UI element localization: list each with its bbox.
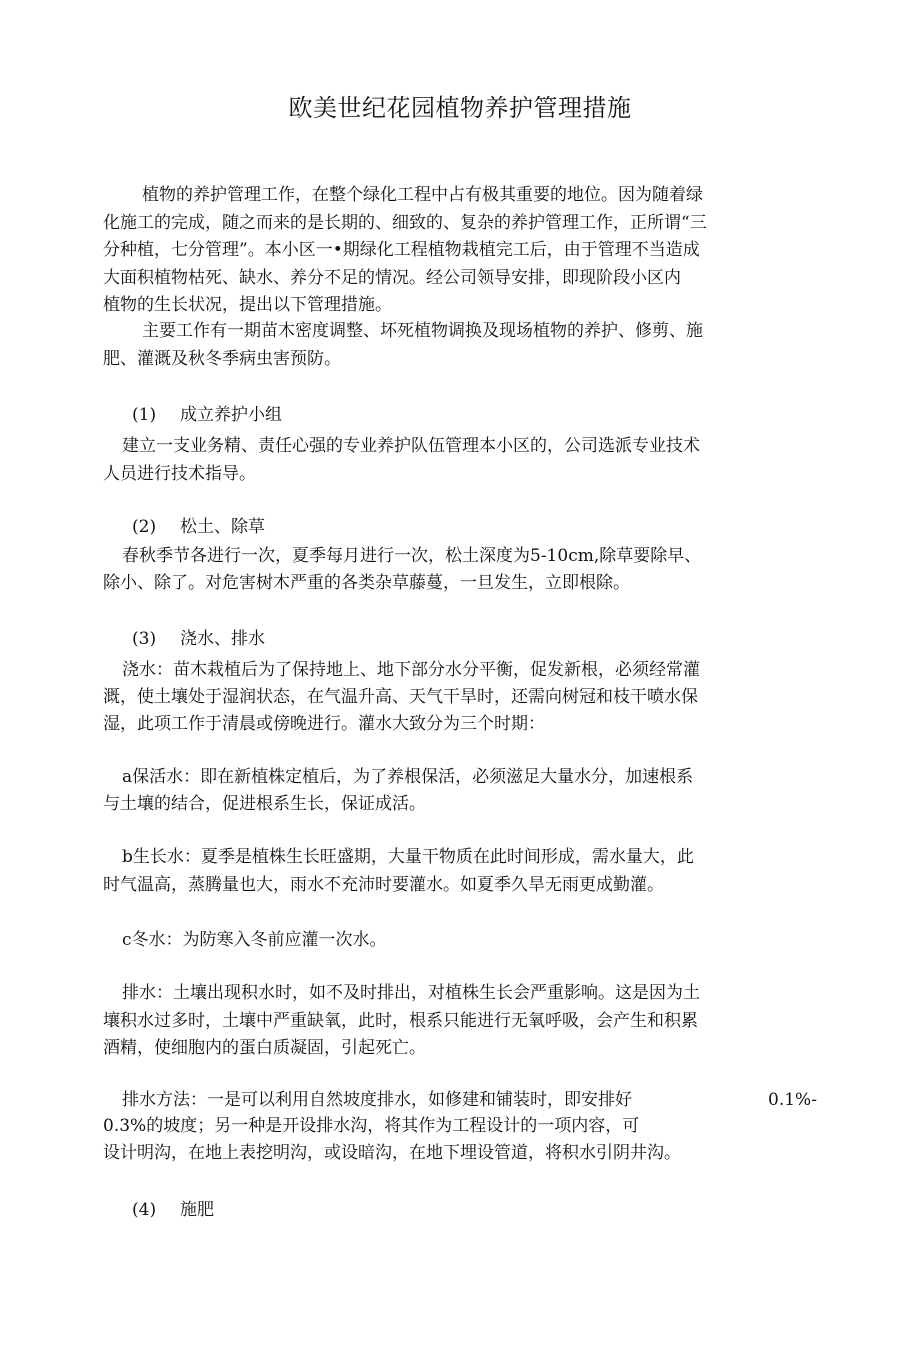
paragraph-line: b生长水：夏季是植株生长旺盛期，大量干物质在此时间形成，需水量大，此	[122, 847, 694, 867]
section-line: 湿，此项工作于清晨或傍晚进行。灌水大致分为三个时期：	[103, 714, 545, 734]
paragraph-line: 时气温高，蒸腾量也大，雨水不充沛时要灌水。如夏季久旱无雨更成勤灌。	[103, 875, 664, 895]
intro-line: 大面积植物枯死、缺水、养分不足的情况。经公司领导安排，即现阶段小区内	[103, 268, 681, 288]
section-line: 浇水：苗木栽植后为了保持地上、地下部分水分平衡，促发新根，必须经常灌	[122, 660, 700, 680]
paragraph-line: 壤积水过多时，土壤中严重缺氧，此时，根系只能进行无氧呼吸，会产生和积累	[103, 1011, 698, 1031]
drain-method-line: 设计明沟，在地上表挖明沟，或设暗沟，在地下埋设管道，将积水引阴井沟。	[103, 1143, 681, 1163]
section-line: 人员进行技术指导。	[103, 464, 256, 484]
intro-line: 化施工的完成，随之而来的是长期的、细致的、复杂的养护管理工作，正所谓“三	[103, 213, 707, 233]
section-title: 成立养护小组	[180, 405, 282, 425]
section-heading	[132, 1200, 214, 1220]
section-line: 除小、除了。对危害树木严重的各类杂草藤蔓，一旦发生，立即根除。	[103, 573, 630, 593]
paragraph-line: 酒精，使细胞内的蛋白质凝固，引起死亡。	[103, 1038, 426, 1058]
intro-line: 肥、灌溉及秋冬季病虫害预防。	[103, 349, 341, 369]
section-title: 施肥	[180, 1200, 214, 1220]
paragraph-line: 与土壤的结合，促进根系生长，保证成活。	[103, 794, 426, 814]
section-line: 春秋季节各进行一次，夏季每月进行一次，松土深度为5-10cm,除草要除早、	[122, 546, 702, 566]
drain-method-line: 0.3%的坡度；另一种是开设排水沟，将其作为工程设计的一项内容，可	[103, 1116, 640, 1136]
section-heading	[132, 517, 265, 537]
paragraph-line: a保活水：即在新植株定植后，为了养根保活，必须滋足大量水分，加速根系	[122, 767, 694, 787]
section-number: (4)	[132, 1200, 157, 1220]
paragraph-line: 排水：土壤出现积水时，如不及时排出，对植株生长会严重影响。这是因为土	[122, 983, 700, 1003]
section-title: 松土、除草	[180, 517, 265, 537]
section-line: 建立一支业务精、责任心强的专业养护队伍管理本小区的，公司选派专业技术	[122, 436, 700, 456]
section-title: 浇水、排水	[180, 629, 265, 649]
paragraph-line: c冬水：为防寒入冬前应灌一次水。	[122, 930, 387, 950]
section-line: 溉，使土壤处于湿润状态，在气温升高、天气干旱时，还需向树冠和枝干喷水保	[103, 687, 698, 707]
section-heading	[132, 405, 282, 425]
intro-line: 植物的生长状况，提出以下管理措施。	[103, 295, 392, 315]
drain-method-percent: 0.1%-	[768, 1090, 817, 1110]
section-number: (2)	[132, 517, 157, 537]
intro-line: 分种植，七分管理”。本小区一•期绿化工程植物栽植完工后，由于管理不当造成	[103, 240, 700, 260]
document-title: 欧美世纪花园植物养护管理措施	[288, 94, 632, 122]
section-heading	[132, 629, 265, 649]
intro-line: 主要工作有一期苗木密度调整、坏死植物调换及现场植物的养护、修剪、施	[142, 321, 703, 341]
drain-method-line: 排水方法：一是可以利用自然坡度排水，如修建和铺装时，即安排好	[122, 1090, 632, 1110]
section-number: (3)	[132, 629, 157, 649]
intro-line: 植物的养护管理工作，在整个绿化工程中占有极其重要的地位。因为随着绿	[142, 185, 703, 205]
section-number: (1)	[132, 405, 157, 425]
